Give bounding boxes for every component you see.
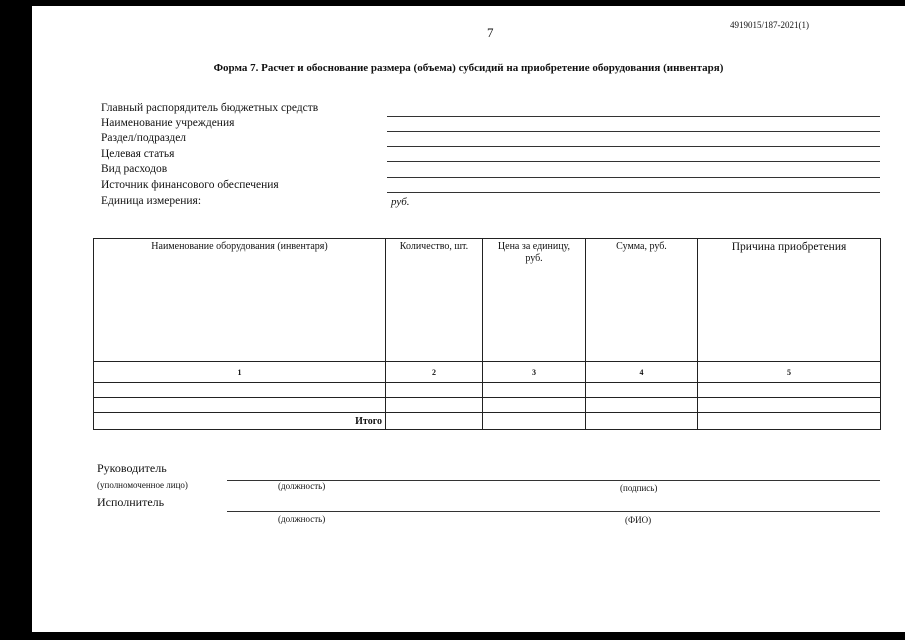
equipment-table <box>93 238 881 430</box>
scan-edge-bottom <box>0 632 905 640</box>
total-label: Итого <box>94 413 386 430</box>
executor-label: Исполнитель <box>97 495 165 509</box>
head-sublabel: (уполномоченное лицо) <box>97 480 188 490</box>
table-cell[interactable] <box>386 383 483 398</box>
table-cell[interactable] <box>586 383 698 398</box>
table-cell[interactable] <box>94 398 386 413</box>
head-signature-caption: (подпись) <box>620 483 658 493</box>
table-row <box>94 398 881 413</box>
header-quantity: Количество, шт. <box>386 239 483 362</box>
table-cell[interactable] <box>483 383 586 398</box>
total-cell[interactable] <box>698 413 881 430</box>
header-sum: Сумма, руб. <box>586 239 698 362</box>
table-cell[interactable] <box>586 398 698 413</box>
table-row <box>94 383 881 398</box>
column-number: 2 <box>386 362 483 383</box>
executor-position-caption: (должность) <box>278 514 326 524</box>
head-position-caption: (должность) <box>278 481 326 491</box>
header-reason: Причина приобретения <box>698 239 881 362</box>
field-label-main-manager: Главный распорядитель бюджетных средств <box>101 102 319 114</box>
field-line-expense-type[interactable] <box>387 177 880 178</box>
field-label-funding-source: Источник финансового обеспечения <box>101 179 279 191</box>
field-line-institution[interactable] <box>387 131 880 132</box>
executor-signature-line[interactable] <box>227 511 880 512</box>
total-cell[interactable] <box>483 413 586 430</box>
table-cell[interactable] <box>698 383 881 398</box>
document-number: 4919015/187-2021(1) <box>730 20 809 30</box>
field-line-funding-source[interactable] <box>387 192 880 193</box>
total-cell[interactable] <box>386 413 483 430</box>
scan-edge-left <box>0 0 32 640</box>
column-number: 1 <box>94 362 386 383</box>
total-cell[interactable] <box>586 413 698 430</box>
header-unit-price: Цена за единицу, руб. <box>483 239 586 362</box>
page-number: 7 <box>487 25 494 40</box>
field-line-target-article[interactable] <box>387 161 880 162</box>
total-row <box>94 413 881 430</box>
field-label-target-article: Целевая статья <box>101 148 175 160</box>
column-number: 4 <box>586 362 698 383</box>
executor-name-caption: (ФИО) <box>625 515 652 525</box>
header-equipment-name: Наименование оборудования (инвентаря) <box>94 239 386 362</box>
table-cell[interactable] <box>698 398 881 413</box>
column-number: 3 <box>483 362 586 383</box>
table-cell[interactable] <box>386 398 483 413</box>
field-label-institution: Наименование учреждения <box>101 117 235 129</box>
table-cell[interactable] <box>94 383 386 398</box>
field-label-unit: Единица измерения: <box>101 195 202 207</box>
unit-value: руб. <box>391 196 410 208</box>
table-cell[interactable] <box>483 398 586 413</box>
field-label-expense-type: Вид расходов <box>101 163 168 175</box>
column-number-row <box>94 362 881 383</box>
table-header-row <box>94 239 881 362</box>
form-title: Форма 7. Расчет и обоснование размера (объема) субсидий на приобретение оборудования (инвентаря) <box>213 62 724 74</box>
document-page <box>32 6 905 632</box>
field-line-main-manager[interactable] <box>387 116 880 117</box>
column-number: 5 <box>698 362 881 383</box>
field-label-section: Раздел/подраздел <box>101 132 187 144</box>
head-label: Руководитель <box>97 461 167 475</box>
field-line-section[interactable] <box>387 146 880 147</box>
